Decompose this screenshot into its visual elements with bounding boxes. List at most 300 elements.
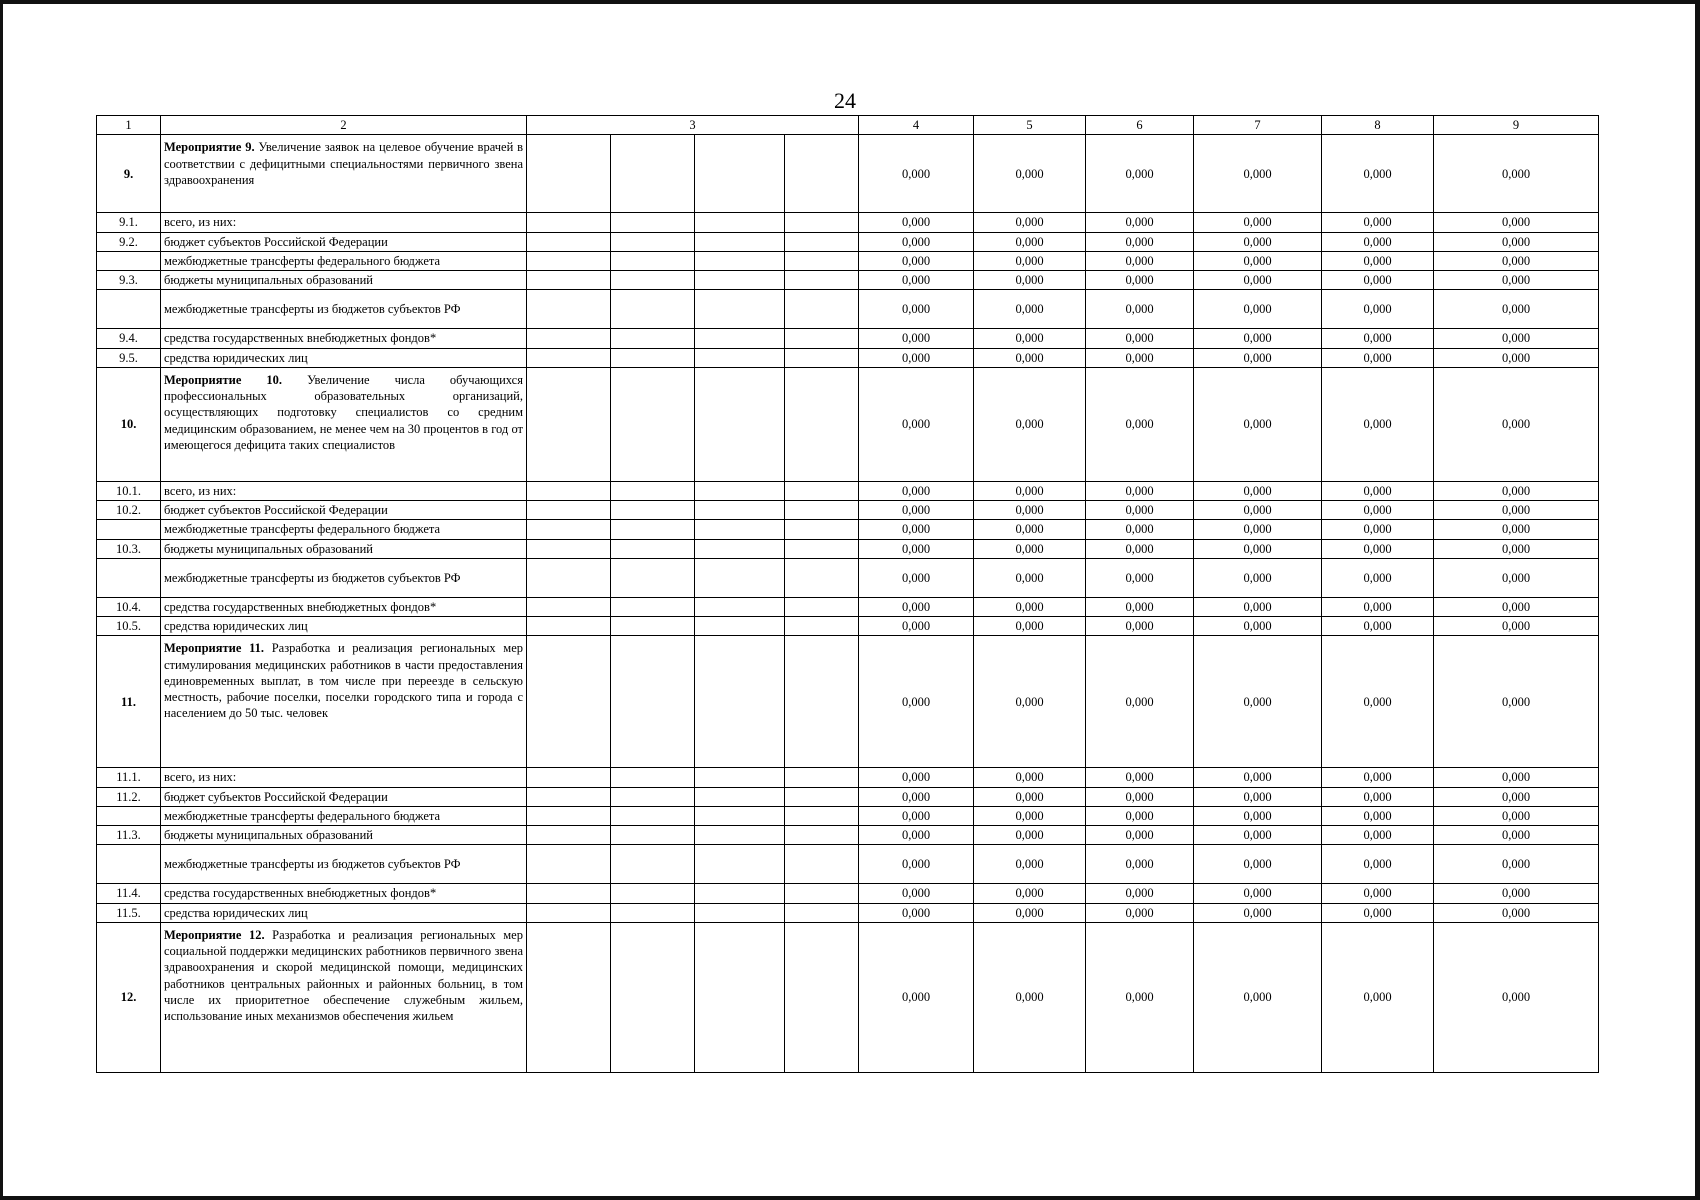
col3-subcell [611, 213, 695, 232]
col3-subcell [785, 558, 859, 597]
value-col-7: 0,000 [1194, 251, 1322, 270]
value-col-6: 0,000 [1086, 520, 1194, 539]
value-col-6: 0,000 [1086, 501, 1194, 520]
value-col-9: 0,000 [1434, 213, 1599, 232]
value-col-5: 0,000 [974, 903, 1086, 922]
value-col-4: 0,000 [859, 481, 974, 500]
col3-subcell [785, 501, 859, 520]
col3-subcell [611, 845, 695, 884]
col3-subcell [785, 806, 859, 825]
col3-subcell [527, 845, 611, 884]
event-title-text: Увеличение заявок на целевое обучение врачей в соответствии с дефицитными специальностями первичного звена здравоохранения [164, 140, 523, 187]
col3-subcell [695, 922, 785, 1072]
value-col-6: 0,000 [1086, 348, 1194, 367]
table-row [97, 884, 1599, 903]
col3-subcell [785, 768, 859, 787]
col3-subcell [785, 845, 859, 884]
value-col-6: 0,000 [1086, 539, 1194, 558]
table-row [97, 501, 1599, 520]
value-col-7: 0,000 [1194, 787, 1322, 806]
col3-subcell [611, 558, 695, 597]
table-row [97, 845, 1599, 884]
value-col-4: 0,000 [859, 271, 974, 290]
event-row [97, 135, 1599, 213]
value-col-8: 0,000 [1322, 367, 1434, 481]
value-col-5: 0,000 [974, 617, 1086, 636]
value-col-6: 0,000 [1086, 597, 1194, 616]
event-number: 9. [97, 135, 161, 213]
row-number [97, 558, 161, 597]
col3-subcell [785, 290, 859, 329]
value-col-9: 0,000 [1434, 826, 1599, 845]
col3-subcell [527, 597, 611, 616]
value-col-7: 0,000 [1194, 290, 1322, 329]
value-col-9: 0,000 [1434, 271, 1599, 290]
row-number: 11.5. [97, 903, 161, 922]
event-row [97, 636, 1599, 768]
row-number: 9.5. [97, 348, 161, 367]
value-col-4: 0,000 [859, 903, 974, 922]
col3-subcell [527, 251, 611, 270]
value-col-9: 0,000 [1434, 348, 1599, 367]
col3-subcell [695, 903, 785, 922]
value-col-4: 0,000 [859, 135, 974, 213]
value-col-4: 0,000 [859, 251, 974, 270]
value-col-4: 0,000 [859, 232, 974, 251]
table-row [97, 597, 1599, 616]
col3-subcell [611, 884, 695, 903]
value-col-7: 0,000 [1194, 329, 1322, 348]
value-col-9: 0,000 [1434, 845, 1599, 884]
row-number [97, 520, 161, 539]
value-col-8: 0,000 [1322, 768, 1434, 787]
event-title-text: Разработка и реализация региональных мер стимулирования медицинских работников в части предоставления единовременных выплат, в том числе при переезде в сельскую местность, рабочие поселки, поселки городского типа и города с населением до 50 тыс. человек [164, 641, 523, 721]
value-col-6: 0,000 [1086, 617, 1194, 636]
col3-subcell [527, 481, 611, 500]
col3-subcell [527, 135, 611, 213]
col3-subcell [611, 232, 695, 251]
value-col-8: 0,000 [1322, 329, 1434, 348]
value-col-8: 0,000 [1322, 806, 1434, 825]
value-col-9: 0,000 [1434, 806, 1599, 825]
value-col-9: 0,000 [1434, 501, 1599, 520]
col3-subcell [695, 329, 785, 348]
value-col-8: 0,000 [1322, 884, 1434, 903]
col3-subcell [785, 884, 859, 903]
value-col-6: 0,000 [1086, 558, 1194, 597]
col3-subcell [695, 768, 785, 787]
col3-subcell [611, 768, 695, 787]
col3-subcell [611, 787, 695, 806]
value-col-9: 0,000 [1434, 290, 1599, 329]
header-col-8: 8 [1322, 116, 1434, 135]
page-number: 24 [834, 88, 856, 113]
col3-subcell [785, 826, 859, 845]
value-col-6: 0,000 [1086, 787, 1194, 806]
col3-subcell [611, 367, 695, 481]
row-number: 10.3. [97, 539, 161, 558]
event-title-bold: Мероприятие 9. [164, 140, 255, 155]
value-col-7: 0,000 [1194, 348, 1322, 367]
value-col-4: 0,000 [859, 787, 974, 806]
event-row [97, 367, 1599, 481]
row-label: средства государственных внебюджетных фондов* [161, 329, 527, 348]
value-col-5: 0,000 [974, 271, 1086, 290]
value-col-6: 0,000 [1086, 271, 1194, 290]
col3-subcell [611, 903, 695, 922]
value-col-4: 0,000 [859, 884, 974, 903]
value-col-9: 0,000 [1434, 884, 1599, 903]
header-col-5: 5 [974, 116, 1086, 135]
scan-edge-left [0, 0, 3, 1200]
row-label: всего, из них: [161, 768, 527, 787]
col3-subcell [527, 232, 611, 251]
event-description [161, 367, 527, 481]
table-row [97, 290, 1599, 329]
value-col-6: 0,000 [1086, 481, 1194, 500]
value-col-9: 0,000 [1434, 597, 1599, 616]
value-col-4: 0,000 [859, 367, 974, 481]
col3-subcell [785, 636, 859, 768]
header-col-6: 6 [1086, 116, 1194, 135]
table-row [97, 232, 1599, 251]
value-col-7: 0,000 [1194, 636, 1322, 768]
row-label: межбюджетные трансферты федерального бюджета [161, 520, 527, 539]
value-col-5: 0,000 [974, 922, 1086, 1072]
value-col-4: 0,000 [859, 922, 974, 1072]
col3-subcell [527, 922, 611, 1072]
col3-subcell [527, 558, 611, 597]
value-col-8: 0,000 [1322, 903, 1434, 922]
table-row [97, 806, 1599, 825]
value-col-7: 0,000 [1194, 213, 1322, 232]
col3-subcell [527, 539, 611, 558]
value-col-8: 0,000 [1322, 290, 1434, 329]
value-col-8: 0,000 [1322, 597, 1434, 616]
table-row [97, 271, 1599, 290]
table-row [97, 558, 1599, 597]
value-col-4: 0,000 [859, 617, 974, 636]
row-label: межбюджетные трансферты федерального бюджета [161, 251, 527, 270]
value-col-8: 0,000 [1322, 481, 1434, 500]
col3-subcell [785, 135, 859, 213]
row-label: межбюджетные трансферты из бюджетов субъектов РФ [161, 290, 527, 329]
col3-subcell [695, 636, 785, 768]
value-col-9: 0,000 [1434, 367, 1599, 481]
col3-subcell [785, 232, 859, 251]
value-col-6: 0,000 [1086, 845, 1194, 884]
value-col-6: 0,000 [1086, 213, 1194, 232]
col3-subcell [527, 520, 611, 539]
value-col-4: 0,000 [859, 329, 974, 348]
value-col-5: 0,000 [974, 884, 1086, 903]
row-label: средства государственных внебюджетных фондов* [161, 597, 527, 616]
col3-subcell [695, 290, 785, 329]
table-body [97, 135, 1599, 1073]
col3-subcell [785, 597, 859, 616]
value-col-8: 0,000 [1322, 636, 1434, 768]
table-row [97, 826, 1599, 845]
value-col-5: 0,000 [974, 135, 1086, 213]
col3-subcell [527, 367, 611, 481]
value-col-7: 0,000 [1194, 768, 1322, 787]
value-col-7: 0,000 [1194, 367, 1322, 481]
col3-subcell [527, 636, 611, 768]
col3-subcell [527, 806, 611, 825]
value-col-6: 0,000 [1086, 251, 1194, 270]
event-description [161, 135, 527, 213]
col3-subcell [785, 367, 859, 481]
col3-subcell [785, 520, 859, 539]
row-label: всего, из них: [161, 481, 527, 500]
col3-subcell [611, 329, 695, 348]
value-col-9: 0,000 [1434, 636, 1599, 768]
col3-subcell [611, 806, 695, 825]
event-description [161, 636, 527, 768]
col3-subcell [527, 826, 611, 845]
col3-subcell [695, 348, 785, 367]
header-col-1: 1 [97, 116, 161, 135]
header-row [97, 116, 1599, 135]
value-col-5: 0,000 [974, 213, 1086, 232]
row-number: 10.4. [97, 597, 161, 616]
value-col-8: 0,000 [1322, 922, 1434, 1072]
col3-subcell [695, 232, 785, 251]
row-number [97, 845, 161, 884]
col3-subcell [611, 135, 695, 213]
value-col-8: 0,000 [1322, 539, 1434, 558]
scan-edge-bottom [0, 1196, 1700, 1200]
value-col-9: 0,000 [1434, 787, 1599, 806]
value-col-5: 0,000 [974, 539, 1086, 558]
event-row [97, 922, 1599, 1072]
header-col-3: 3 [527, 116, 859, 135]
table-row [97, 787, 1599, 806]
value-col-4: 0,000 [859, 806, 974, 825]
table-row [97, 481, 1599, 500]
value-col-8: 0,000 [1322, 232, 1434, 251]
value-col-4: 0,000 [859, 845, 974, 884]
value-col-7: 0,000 [1194, 845, 1322, 884]
row-number: 9.1. [97, 213, 161, 232]
value-col-7: 0,000 [1194, 903, 1322, 922]
col3-subcell [527, 329, 611, 348]
row-number [97, 290, 161, 329]
col3-subcell [785, 271, 859, 290]
value-col-5: 0,000 [974, 826, 1086, 845]
row-label: средства юридических лиц [161, 617, 527, 636]
row-number [97, 251, 161, 270]
col3-subcell [695, 597, 785, 616]
value-col-7: 0,000 [1194, 617, 1322, 636]
col3-subcell [611, 501, 695, 520]
value-col-7: 0,000 [1194, 826, 1322, 845]
col3-subcell [695, 251, 785, 270]
value-col-8: 0,000 [1322, 251, 1434, 270]
value-col-5: 0,000 [974, 501, 1086, 520]
value-col-9: 0,000 [1434, 520, 1599, 539]
value-col-4: 0,000 [859, 520, 974, 539]
row-label: средства юридических лиц [161, 348, 527, 367]
value-col-9: 0,000 [1434, 539, 1599, 558]
row-number: 9.4. [97, 329, 161, 348]
col3-subcell [527, 348, 611, 367]
col3-subcell [695, 367, 785, 481]
value-col-8: 0,000 [1322, 271, 1434, 290]
value-col-4: 0,000 [859, 636, 974, 768]
value-col-7: 0,000 [1194, 806, 1322, 825]
row-label: бюджет субъектов Российской Федерации [161, 232, 527, 251]
table-row [97, 617, 1599, 636]
row-label: бюджет субъектов Российской Федерации [161, 787, 527, 806]
row-number: 11.1. [97, 768, 161, 787]
header-col-7: 7 [1194, 116, 1322, 135]
value-col-9: 0,000 [1434, 558, 1599, 597]
value-col-5: 0,000 [974, 232, 1086, 251]
value-col-5: 0,000 [974, 520, 1086, 539]
value-col-8: 0,000 [1322, 501, 1434, 520]
col3-subcell [695, 481, 785, 500]
row-number: 9.3. [97, 271, 161, 290]
col3-subcell [611, 251, 695, 270]
table-row [97, 329, 1599, 348]
value-col-5: 0,000 [974, 787, 1086, 806]
value-col-6: 0,000 [1086, 329, 1194, 348]
row-number: 11.3. [97, 826, 161, 845]
event-title-bold: Мероприятие 12. [164, 927, 265, 942]
col3-subcell [695, 806, 785, 825]
value-col-7: 0,000 [1194, 135, 1322, 213]
table-row [97, 348, 1599, 367]
row-number [97, 806, 161, 825]
row-number: 10.2. [97, 501, 161, 520]
value-col-7: 0,000 [1194, 520, 1322, 539]
col3-subcell [785, 213, 859, 232]
header-col-4: 4 [859, 116, 974, 135]
value-col-6: 0,000 [1086, 884, 1194, 903]
value-col-6: 0,000 [1086, 806, 1194, 825]
event-title-text: Увеличение числа обучающихся профессиональных образовательных организаций, осуществляющих подготовку специалистов со средним медицинским образованием, не менее чем на 30 процентов в год от имеющегося дефицита таких специалистов [164, 372, 523, 452]
col3-subcell [695, 213, 785, 232]
value-col-7: 0,000 [1194, 922, 1322, 1072]
col3-subcell [785, 481, 859, 500]
row-label: средства юридических лиц [161, 903, 527, 922]
row-number: 11.4. [97, 884, 161, 903]
col3-subcell [527, 290, 611, 329]
col3-subcell [785, 787, 859, 806]
scan-edge-top [0, 0, 1700, 4]
value-col-7: 0,000 [1194, 539, 1322, 558]
row-label: межбюджетные трансферты федерального бюджета [161, 806, 527, 825]
value-col-4: 0,000 [859, 501, 974, 520]
value-col-4: 0,000 [859, 597, 974, 616]
table-row [97, 251, 1599, 270]
value-col-6: 0,000 [1086, 768, 1194, 787]
value-col-9: 0,000 [1434, 251, 1599, 270]
value-col-5: 0,000 [974, 290, 1086, 329]
col3-subcell [527, 884, 611, 903]
value-col-6: 0,000 [1086, 922, 1194, 1072]
value-col-7: 0,000 [1194, 597, 1322, 616]
col3-subcell [611, 826, 695, 845]
row-number: 10.5. [97, 617, 161, 636]
row-label: бюджеты муниципальных образований [161, 271, 527, 290]
col3-subcell [611, 636, 695, 768]
event-title-bold: Мероприятие 10. [164, 372, 283, 387]
value-col-5: 0,000 [974, 768, 1086, 787]
value-col-5: 0,000 [974, 329, 1086, 348]
col3-subcell [785, 251, 859, 270]
col3-subcell [527, 501, 611, 520]
col3-subcell [695, 271, 785, 290]
value-col-6: 0,000 [1086, 903, 1194, 922]
value-col-5: 0,000 [974, 597, 1086, 616]
col3-subcell [611, 520, 695, 539]
value-col-7: 0,000 [1194, 558, 1322, 597]
col3-subcell [611, 617, 695, 636]
event-title-bold: Мероприятие 11. [164, 641, 265, 656]
value-col-9: 0,000 [1434, 768, 1599, 787]
value-col-9: 0,000 [1434, 903, 1599, 922]
event-number: 12. [97, 922, 161, 1072]
col3-subcell [611, 481, 695, 500]
value-col-8: 0,000 [1322, 348, 1434, 367]
value-col-4: 0,000 [859, 348, 974, 367]
col3-subcell [695, 558, 785, 597]
value-col-7: 0,000 [1194, 501, 1322, 520]
col3-subcell [695, 845, 785, 884]
value-col-6: 0,000 [1086, 290, 1194, 329]
value-col-8: 0,000 [1322, 826, 1434, 845]
header-col-9: 9 [1434, 116, 1599, 135]
row-label: бюджет субъектов Российской Федерации [161, 501, 527, 520]
value-col-8: 0,000 [1322, 558, 1434, 597]
value-col-4: 0,000 [859, 768, 974, 787]
value-col-6: 0,000 [1086, 636, 1194, 768]
col3-subcell [527, 617, 611, 636]
value-col-5: 0,000 [974, 348, 1086, 367]
table-row [97, 520, 1599, 539]
table-row [97, 768, 1599, 787]
col3-subcell [527, 903, 611, 922]
value-col-6: 0,000 [1086, 232, 1194, 251]
value-col-9: 0,000 [1434, 232, 1599, 251]
value-col-5: 0,000 [974, 481, 1086, 500]
value-col-5: 0,000 [974, 636, 1086, 768]
col3-subcell [611, 539, 695, 558]
value-col-8: 0,000 [1322, 787, 1434, 806]
value-col-4: 0,000 [859, 539, 974, 558]
value-col-7: 0,000 [1194, 271, 1322, 290]
value-col-4: 0,000 [859, 213, 974, 232]
value-col-4: 0,000 [859, 826, 974, 845]
col3-subcell [785, 329, 859, 348]
value-col-6: 0,000 [1086, 367, 1194, 481]
col3-subcell [611, 597, 695, 616]
row-number: 10.1. [97, 481, 161, 500]
value-col-7: 0,000 [1194, 232, 1322, 251]
value-col-5: 0,000 [974, 251, 1086, 270]
value-col-6: 0,000 [1086, 826, 1194, 845]
row-label: всего, из них: [161, 213, 527, 232]
col3-subcell [785, 539, 859, 558]
col3-subcell [695, 520, 785, 539]
table-row [97, 903, 1599, 922]
value-col-5: 0,000 [974, 367, 1086, 481]
value-col-8: 0,000 [1322, 213, 1434, 232]
header-col-2: 2 [161, 116, 527, 135]
col3-subcell [611, 348, 695, 367]
